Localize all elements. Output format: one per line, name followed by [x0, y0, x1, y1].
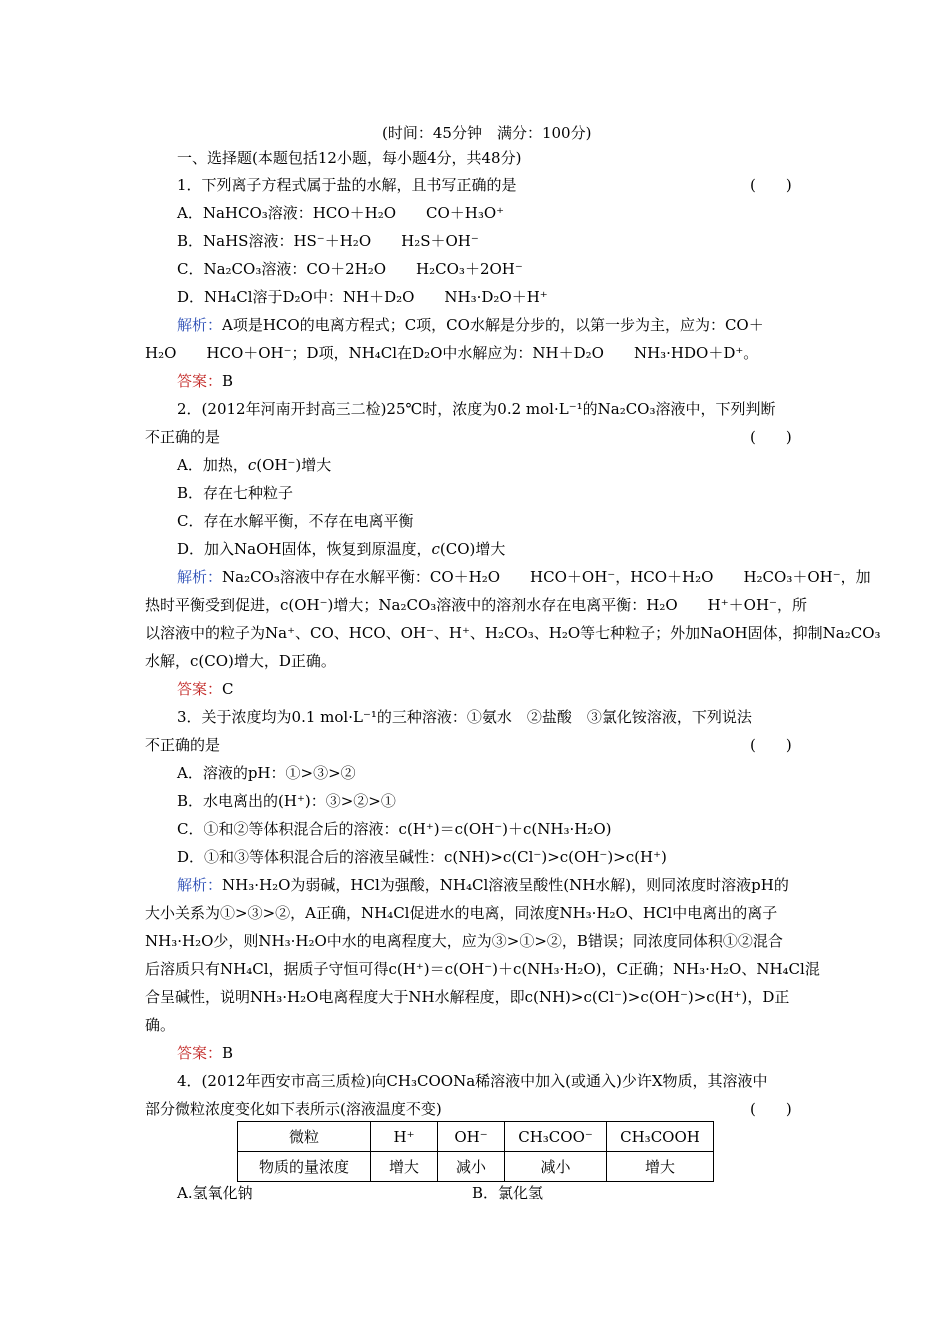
q2-analysis-line4: 水解，c(CO)增大，D正确。: [145, 652, 336, 670]
table-cell: CH₃COOH: [607, 1122, 714, 1152]
q1-answer-value: B: [222, 372, 234, 390]
q1-analysis-line2: H₂O HCO＋OH⁻；D项，NH₄Cl在D₂O中水解应为：NH＋D₂O NH₃·HDO＋D⁺。: [145, 344, 759, 362]
q3-option-c: C．①和②等体积混合后的溶液：c(H⁺)＝c(OH⁻)＋c(NH₃·H₂O): [177, 820, 612, 838]
answer-tag: 答案：: [177, 372, 223, 390]
q4-option-a: A.氢氧化钠: [177, 1184, 253, 1202]
q3-stem-line1: 3．关于浓度均为0.1 mol·L⁻¹的三种溶液：①氨水 ②盐酸 ③氯化铵溶液，下列说法: [177, 708, 752, 726]
answer-tag: 答案：: [177, 1044, 223, 1062]
q2-answer-blank: ( ): [750, 428, 792, 446]
q2-stem-line1: 2．(2012年河南开封高三二检)25℃时，浓度为0.2 mol·L⁻¹的Na₂CO₃溶液中，下列判断: [177, 400, 776, 418]
q3-answer-blank: ( ): [750, 736, 792, 754]
analysis-tag: 解析：: [177, 316, 223, 334]
table-cell: 微粒: [238, 1122, 371, 1152]
analysis-tag: 解析：: [177, 568, 223, 586]
c-symbol: c: [431, 540, 440, 558]
table-cell: 增大: [371, 1152, 438, 1182]
q2-analysis-line2: 热时平衡受到促进，c(OH⁻)增大；Na₂CO₃溶液中的溶剂水存在电离平衡：H₂O H⁺＋OH⁻，所: [145, 596, 807, 614]
q3-analysis-line6: 确。: [145, 1016, 176, 1034]
table-cell: OH⁻: [438, 1122, 505, 1152]
analysis-tag: 解析：: [177, 876, 223, 894]
q4-concentration-table: [237, 1121, 714, 1182]
q3-analysis-line1: [177, 875, 789, 895]
q3-analysis-line4: 后溶质只有NH₄Cl，据质子守恒可得c(H⁺)＝c(OH⁻)＋c(NH₃·H₂O)，C正确；NH₃·H₂O、NH₄Cl混: [145, 960, 820, 978]
q1-stem: 1．下列离子方程式属于盐的水解，且书写正确的是: [177, 176, 517, 194]
q2-option-a-pre: A．加热，: [177, 456, 248, 474]
q3-analysis-line3: NH₃·H₂O少，则NH₃·H₂O中水的电离程度大，应为③>①>②，B错误；同浓度同体积①②混合: [145, 932, 783, 950]
q1-option-a: A．NaHCO₃溶液：HCO＋H₂O CO＋H₃O⁺: [177, 204, 505, 222]
q2-option-a-post: (OH⁻)增大: [256, 456, 332, 474]
q3-answer: [177, 1043, 233, 1063]
q1-answer: [177, 371, 233, 391]
answer-tag: 答案：: [177, 680, 223, 698]
q1-option-c: C．Na₂CO₃溶液：CO＋2H₂O H₂CO₃＋2OH⁻: [177, 260, 523, 278]
q4-option-b: B．氯化氢: [472, 1184, 544, 1202]
q2-answer-value: C: [222, 680, 234, 698]
q3-analysis-line5: 合呈碱性，说明NH₃·H₂O电离程度大于NH水解程度，即c(NH)>c(Cl⁻)>c(OH⁻)>c(H⁺)，D正: [145, 988, 790, 1006]
q3-analysis-text1: NH₃·H₂O为弱碱，HCl为强酸，NH₄Cl溶液呈酸性(NH水解)，则同浓度时溶液pH的: [222, 876, 789, 894]
table-row: [238, 1152, 714, 1182]
q3-answer-value: B: [222, 1044, 234, 1062]
table-header-row: [238, 1122, 714, 1152]
q2-option-d: [177, 539, 505, 559]
q3-option-d: D．①和③等体积混合后的溶液呈碱性：c(NH)>c(Cl⁻)>c(OH⁻)>c(H⁺): [177, 848, 667, 866]
q1-analysis-line1: [177, 315, 764, 335]
table-cell: CH₃COO⁻: [505, 1122, 607, 1152]
q2-option-d-post: (CO)增大: [439, 540, 506, 558]
table-cell: 物质的量浓度: [238, 1152, 371, 1182]
table-cell: 减小: [505, 1152, 607, 1182]
q2-option-a: [177, 455, 331, 475]
q2-analysis-line1: [177, 567, 871, 587]
table-cell: 减小: [438, 1152, 505, 1182]
q1-analysis-text1: A项是HCO的电离方程式；C项，CO水解是分步的，以第一步为主，应为：CO＋: [222, 316, 764, 334]
q3-option-a: A．溶液的pH：①>③>②: [177, 764, 356, 782]
q1-answer-blank: ( ): [750, 176, 792, 194]
section-heading: 一、选择题(本题包括12小题，每小题4分，共48分): [177, 149, 522, 167]
q2-analysis-line3: 以溶液中的粒子为Na⁺、CO、HCO、OH⁻、H⁺、H₂CO₃、H₂O等七种粒子；外加NaOH固体，抑制Na₂CO₃: [145, 624, 881, 642]
q4-stem-line1: 4．(2012年西安市高三质检)向CH₃COONa稀溶液中加入(或通入)少许X物质，其溶液中: [177, 1072, 768, 1090]
q3-option-b: B．水电离出的(H⁺)：③>②>①: [177, 792, 396, 810]
table-cell: H⁺: [371, 1122, 438, 1152]
q2-option-b: B．存在七种粒子: [177, 484, 294, 502]
q2-option-c: C．存在水解平衡，不存在电离平衡: [177, 512, 414, 530]
q2-answer: [177, 679, 234, 699]
q2-analysis-text1: Na₂CO₃溶液中存在水解平衡：CO＋H₂O HCO＋OH⁻，HCO＋H₂O H₂CO₃＋OH⁻，加: [222, 568, 871, 586]
q1-option-b: B．NaHS溶液：HS⁻＋H₂O H₂S＋OH⁻: [177, 232, 479, 250]
q4-stem-line2: 部分微粒浓度变化如下表所示(溶液温度不变): [145, 1100, 442, 1118]
q3-analysis-line2: 大小关系为①>③>②，A正确，NH₄Cl促进水的电离，同浓度NH₃·H₂O、HCl中电离出的离子: [145, 904, 778, 922]
q4-answer-blank: ( ): [750, 1100, 792, 1118]
time-score-header: (时间：45分钟 满分：100分): [382, 124, 592, 142]
q3-stem-line2: 不正确的是: [145, 736, 221, 754]
q2-option-d-pre: D．加入NaOH固体，恢复到原温度，: [177, 540, 432, 558]
q2-stem-line2: 不正确的是: [145, 428, 221, 446]
c-symbol: c: [247, 456, 257, 474]
table-cell: 增大: [607, 1152, 714, 1182]
q1-option-d: D．NH₄Cl溶于D₂O中：NH＋D₂O NH₃·D₂O＋H⁺: [177, 288, 548, 306]
